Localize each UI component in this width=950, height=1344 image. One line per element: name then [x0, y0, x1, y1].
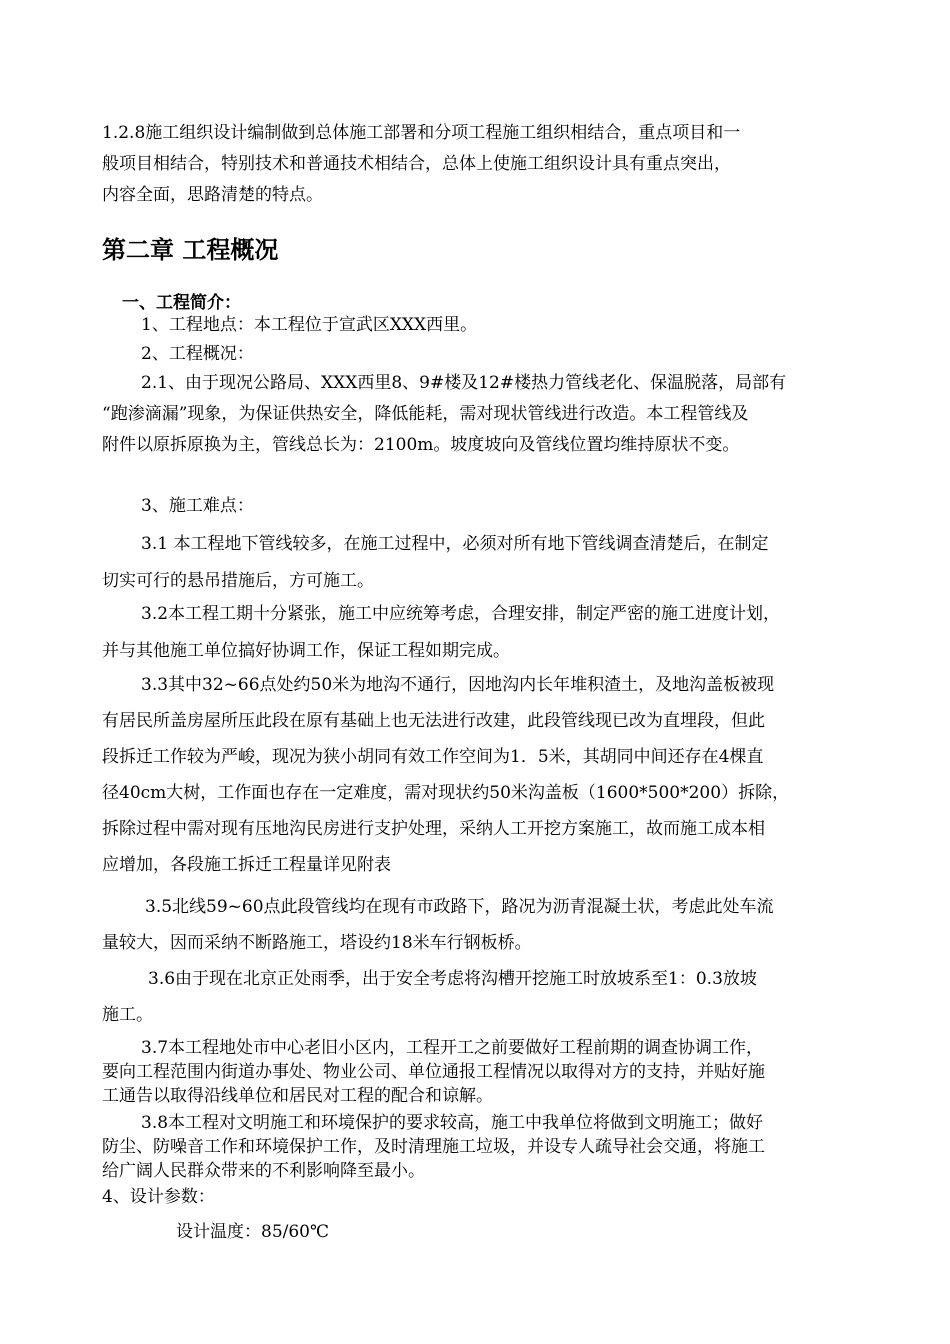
paragraph-3-6 — [102, 961, 757, 1033]
text-line: 切实可行的悬吊措施后，方可施工。 — [102, 571, 374, 591]
paragraph-3-3 — [102, 667, 789, 883]
text-line: 1、工程地点：本工程位于宣武区XXX西里。 — [141, 315, 478, 335]
text-line: 2.1、由于现况公路局、XXX西里8、9#楼及12#楼热力管线老化、保温脱落，局部有 — [141, 373, 787, 393]
text-line: 附件以原拆原换为主，管线总长为：2100m。坡度坡向及管线位置均维持原状不变。 — [102, 435, 740, 455]
text-line: 内容全面，思路清楚的特点。 — [102, 185, 323, 205]
text-line: 3.1 本工程地下管线较多，在施工过程中，必须对所有地下管线调查清楚后，在制定 — [141, 534, 769, 554]
difficulties-label — [141, 491, 254, 522]
text-line: 应增加，各段施工拆迁工程量详见附表 — [102, 855, 391, 875]
paragraph-2-1 — [102, 368, 786, 461]
section-heading: 一、工程简介： — [122, 293, 241, 313]
paragraph-3-8 — [102, 1111, 765, 1183]
text-line: 给广阔人民群众带来的不利影响降至最小。 — [102, 1161, 425, 1181]
text-line: 要向工程范围内街道办事处、物业公司、单位通报工程情况以取得对方的支持，并贴好施 — [102, 1062, 765, 1082]
text-line: 4、设计参数： — [102, 1187, 215, 1207]
text-line: 般项目相结合，特别技术和普通技术相结合，总体上使施工组织设计具有重点突出， — [102, 154, 731, 174]
text-line: 3.7本工程地处市中心老旧小区内，工程开工之前要做好工程前期的调查协调工作， — [141, 1038, 764, 1058]
text-line: 径40cm大树，工作面也存在一定难度，需对现状约50米沟盖板（1600*500*200）拆除， — [102, 783, 790, 803]
location-line — [141, 310, 477, 341]
text-line: 有居民所盖房屋所压此段在原有基础上也无法进行改建，此段管线现已改为直埋段，但此 — [102, 711, 765, 731]
text-line: 拆除过程中需对现有压地沟民房进行支护处理，采纳人工开挖方案施工，故而施工成本相 — [102, 819, 765, 839]
paragraph-3-1 — [102, 526, 768, 600]
text-line: 3.2本工程工期十分紧张，施工中应统筹考虑，合理安排，制定严密的施工进度计划， — [141, 604, 781, 624]
chapter-title: 第二章 工程概况 — [102, 236, 279, 264]
text-line: 工通告以取得沿线单位和居民对工程的配合和谅解。 — [102, 1086, 493, 1106]
intro-paragraph — [102, 118, 740, 211]
paragraph-3-2 — [102, 596, 780, 670]
text-line: 3.8本工程对文明施工和环境保护的要求较高，施工中我单位将做到文明施工；做好 — [141, 1113, 764, 1133]
text-line: 并与其他施工单位搞好协调工作，保证工程如期完成。 — [102, 641, 510, 661]
text-line: 3.5北线59~60点此段管线均在现有市政路下，路况为沥青混凝土状，考虑此处车流 — [145, 897, 774, 917]
text-line: “跑渗滴漏”现象，为保证供热安全，降低能耗，需对现状管线进行改造。本工程管线及 — [102, 404, 749, 424]
design-temperature — [176, 1220, 329, 1244]
text-line: 1.2.8施工组织设计编制做到总体施工部署和分项工程施工组织相结合，重点项目和一 — [102, 123, 741, 143]
paragraph-3-7 — [102, 1036, 765, 1108]
text-line: 3.3其中32~66点处约50米为地沟不通行，因地沟内长年堆积渣土，及地沟盖板被现 — [141, 675, 775, 695]
text-line: 2、工程概况： — [141, 344, 254, 364]
design-params-label — [102, 1185, 215, 1209]
text-line: 量较大，因而采纳不断路施工，塔设约18米车行钢板桥。 — [102, 933, 532, 953]
text-line: 防尘、防噪音工作和环境保护工作，及时清理施工垃圾，并设专人疏导社会交通，将施工 — [102, 1137, 765, 1157]
text-line: 3、施工难点： — [141, 496, 254, 516]
text-line: 3.6由于现在北京正处雨季，出于安全考虑将沟槽开挖施工时放坡系至1：0.3放坡 — [148, 969, 757, 989]
text-line: 设计温度：85/60℃ — [176, 1222, 330, 1242]
text-line: 施工。 — [102, 1005, 153, 1025]
overview-label — [141, 339, 254, 370]
paragraph-3-5 — [102, 889, 774, 961]
text-line: 段拆迁工作较为严峻，现况为狭小胡同有效工作空间为1．5米，其胡同中间还存在4棵直 — [102, 747, 764, 767]
